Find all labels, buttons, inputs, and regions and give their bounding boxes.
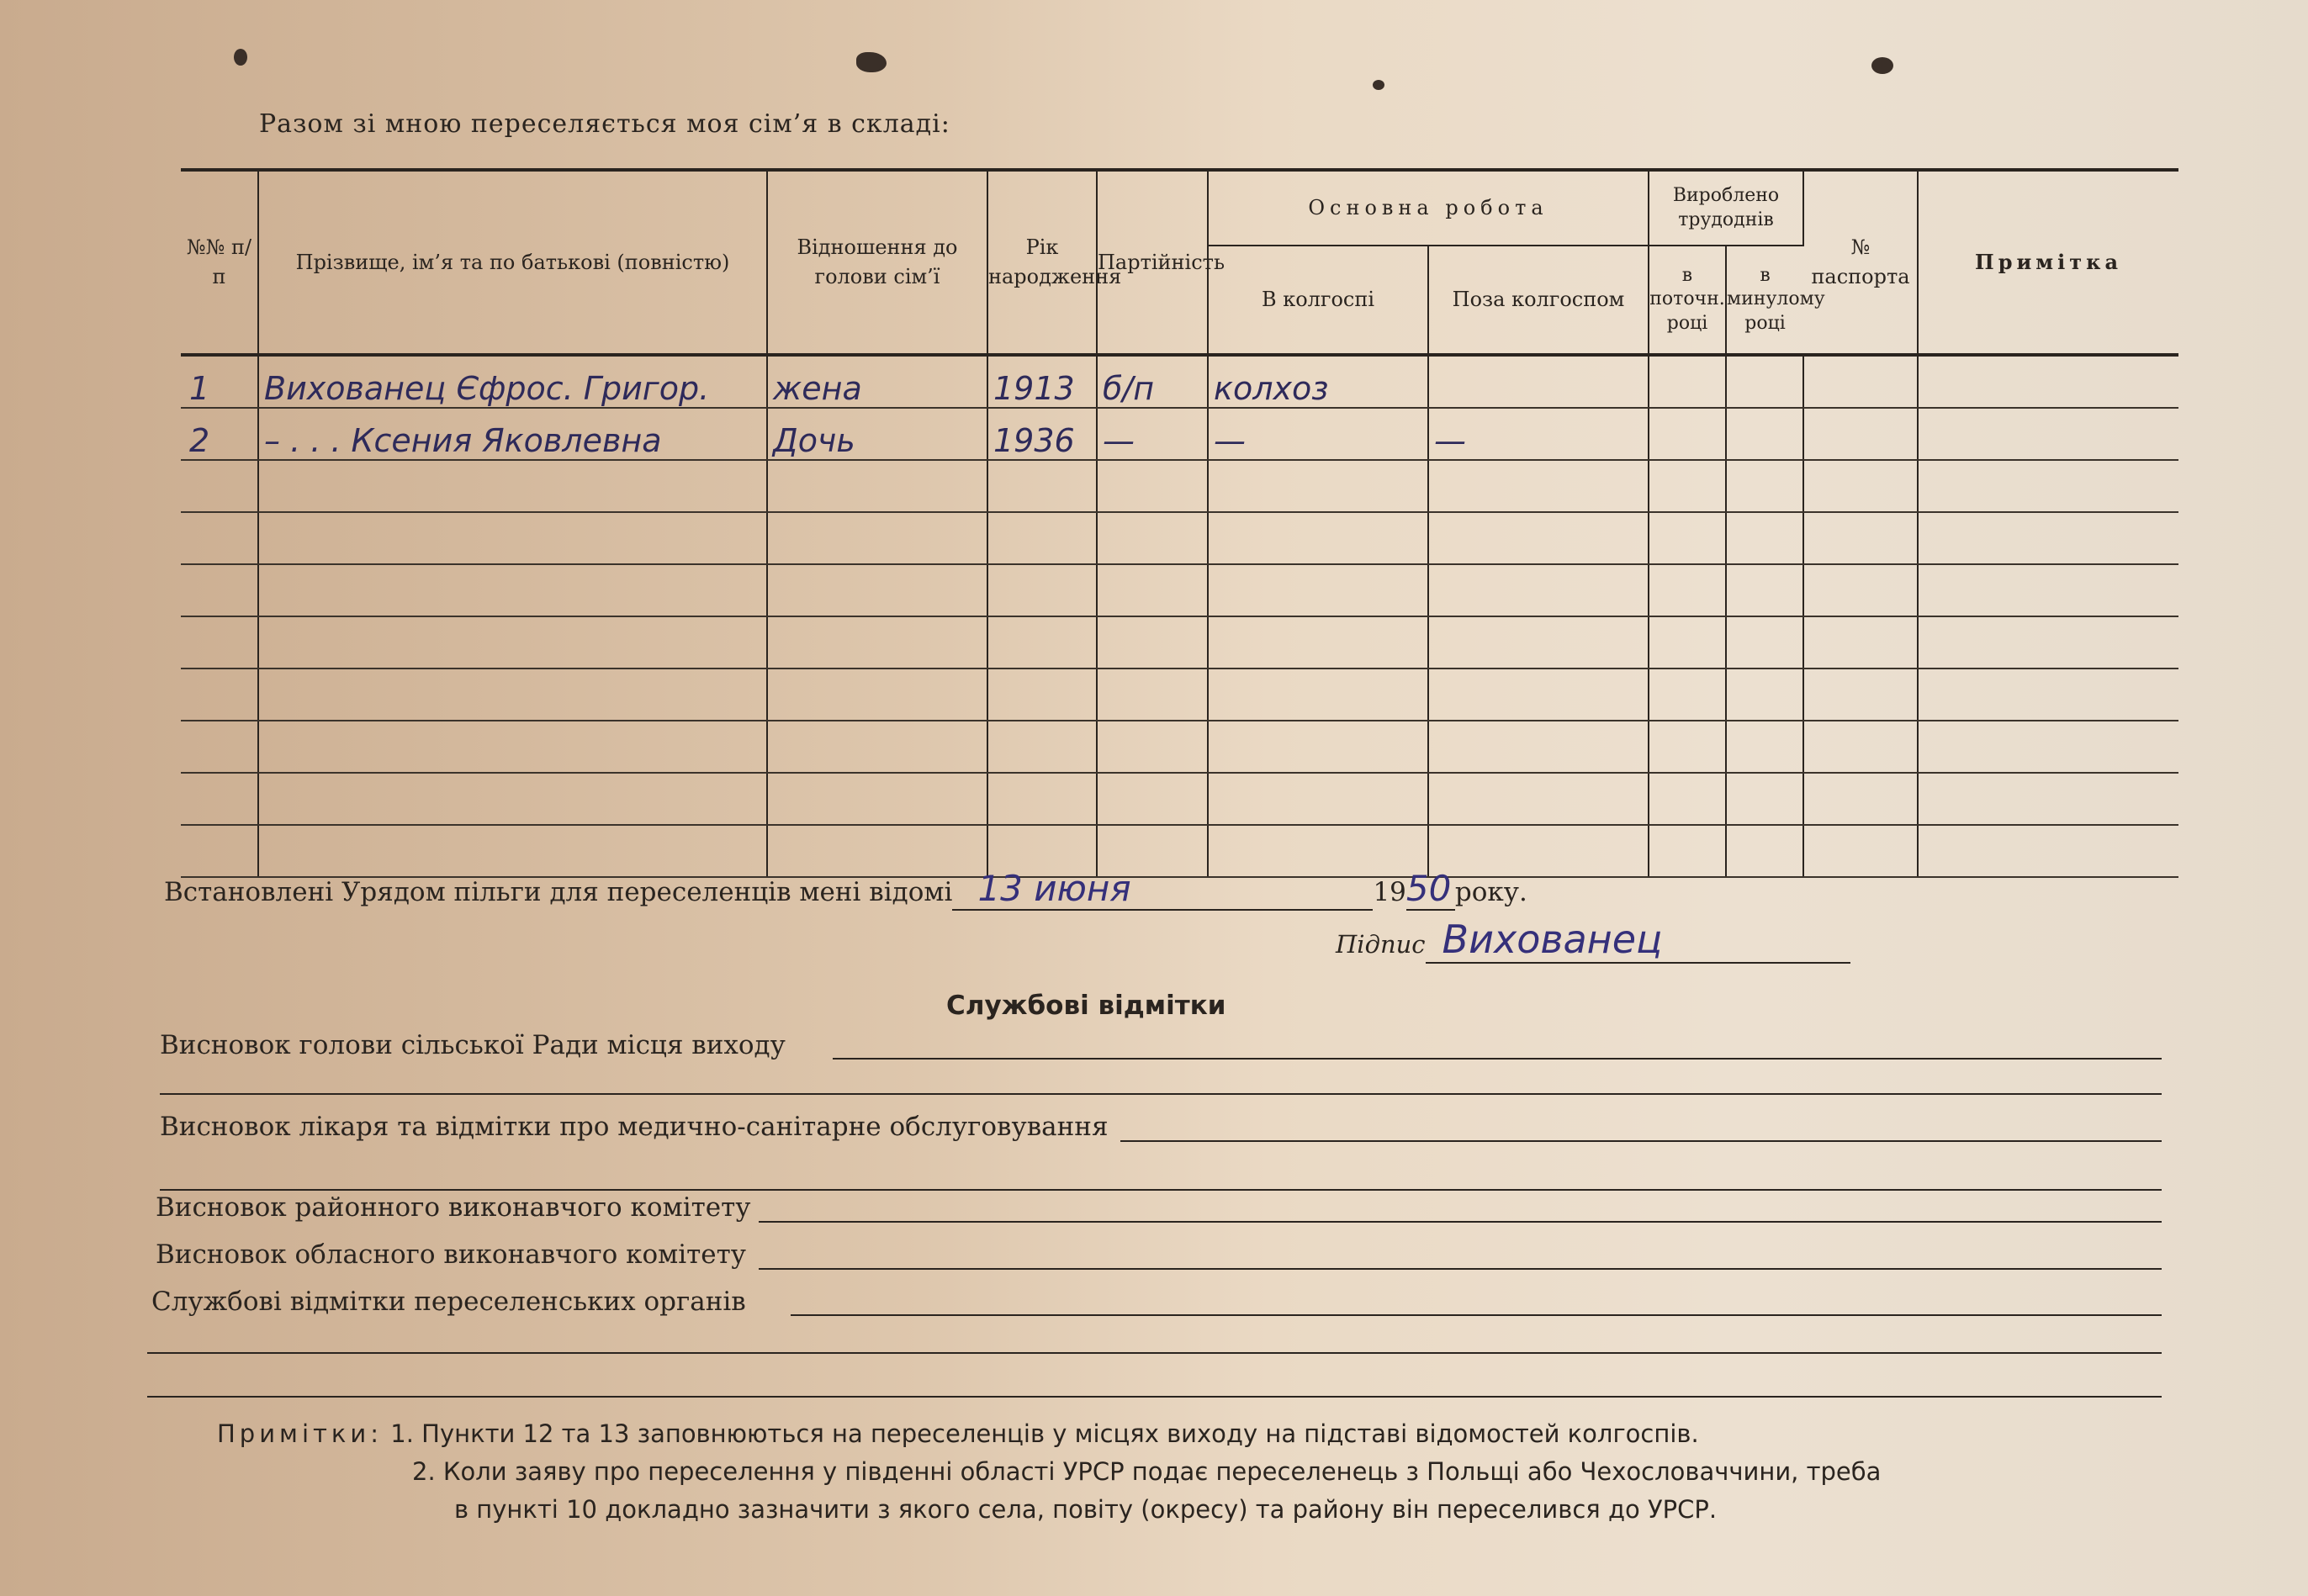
official-line-2 bbox=[160, 1112, 1109, 1142]
cell-last[interactable] bbox=[1726, 564, 1803, 616]
benefits-date: 13 июня bbox=[977, 868, 1131, 909]
notes-label: Примітки: bbox=[217, 1419, 384, 1448]
cell-last[interactable] bbox=[1726, 669, 1803, 721]
cell-cur[interactable] bbox=[1649, 512, 1726, 564]
table-row bbox=[181, 669, 2178, 721]
table-row bbox=[181, 512, 2178, 564]
cell-year[interactable]: 1913 bbox=[987, 355, 1097, 408]
fill-rule bbox=[1120, 1140, 2162, 1142]
cell-work-in[interactable] bbox=[1208, 773, 1428, 825]
cell-party[interactable] bbox=[1097, 564, 1208, 616]
table-row bbox=[181, 773, 2178, 825]
signature-label: Підпис bbox=[1336, 930, 1426, 959]
cell-year[interactable] bbox=[987, 669, 1097, 721]
cell-relation[interactable] bbox=[767, 564, 987, 616]
cell-name[interactable] bbox=[258, 669, 767, 721]
cell-work-in[interactable] bbox=[1208, 460, 1428, 512]
cell-relation[interactable] bbox=[767, 460, 987, 512]
cell-note[interactable] bbox=[1918, 408, 2178, 460]
cell-passport[interactable] bbox=[1803, 408, 1918, 460]
col-year-header: Рік народження bbox=[987, 170, 1097, 355]
cell-note[interactable] bbox=[1918, 669, 2178, 721]
col-outside-kolhosp-header: Поза колгоспом bbox=[1428, 246, 1649, 355]
official-line-3 bbox=[156, 1192, 751, 1223]
hole-mark bbox=[1373, 80, 1384, 90]
cell-year[interactable] bbox=[987, 773, 1097, 825]
cell-note[interactable] bbox=[1918, 512, 2178, 564]
table-row bbox=[181, 616, 2178, 669]
official-line-5 bbox=[151, 1287, 746, 1317]
note-2-cont bbox=[217, 1491, 1881, 1529]
cell-passport[interactable] bbox=[1803, 512, 1918, 564]
fill-rule bbox=[791, 1314, 2162, 1316]
cell-work-in[interactable] bbox=[1208, 616, 1428, 669]
cell-note[interactable] bbox=[1918, 773, 2178, 825]
cell-name[interactable] bbox=[258, 721, 767, 773]
cell-name[interactable] bbox=[258, 773, 767, 825]
cell-num[interactable] bbox=[181, 460, 258, 512]
cell-passport[interactable] bbox=[1803, 721, 1918, 773]
cell-last[interactable] bbox=[1726, 616, 1803, 669]
note-text: в пункті 10 докладно зазначити з якого села, повіту (окресу) та району він переселився до УРСР. bbox=[454, 1494, 1718, 1524]
year-suffix: року. bbox=[1454, 877, 1527, 907]
col-passport-header: № паспорта bbox=[1803, 170, 1918, 355]
cell-work-out[interactable] bbox=[1428, 616, 1649, 669]
fill-rule bbox=[833, 1058, 2162, 1060]
cell-work-out[interactable] bbox=[1428, 669, 1649, 721]
benefits-date-field[interactable] bbox=[952, 868, 1373, 911]
cell-work-in[interactable]: колхоз bbox=[1208, 355, 1428, 408]
cell-work-in[interactable] bbox=[1208, 721, 1428, 773]
cell-note[interactable] bbox=[1918, 460, 2178, 512]
cell-work-out[interactable] bbox=[1428, 721, 1649, 773]
cell-last[interactable] bbox=[1726, 355, 1803, 408]
col-name-header: Прізвище, ім’я та по батькові (повністю) bbox=[258, 170, 767, 355]
cell-note[interactable] bbox=[1918, 564, 2178, 616]
col-num-header: №№ п/п bbox=[181, 170, 258, 355]
cell-num[interactable]: 1 bbox=[181, 355, 258, 408]
main-work-header: Основна робота bbox=[1208, 170, 1649, 246]
cell-num[interactable] bbox=[181, 616, 258, 669]
cell-work-in[interactable] bbox=[1208, 669, 1428, 721]
cell-relation[interactable] bbox=[767, 616, 987, 669]
cell-party[interactable] bbox=[1097, 721, 1208, 773]
year-field[interactable] bbox=[1406, 868, 1455, 911]
fill-rule bbox=[160, 1189, 2162, 1191]
cell-work-in[interactable] bbox=[1208, 564, 1428, 616]
year-value: 50 bbox=[1405, 868, 1452, 909]
cell-work-out[interactable]: — bbox=[1428, 408, 1649, 460]
family-intro: Разом зі мною переселяється моя сім’я в складі: bbox=[259, 109, 950, 139]
cell-name[interactable] bbox=[258, 460, 767, 512]
fill-rule bbox=[759, 1268, 2162, 1270]
benefits-line bbox=[164, 868, 1527, 911]
fill-rule bbox=[160, 1093, 2162, 1095]
cell-party[interactable] bbox=[1097, 669, 1208, 721]
table-row bbox=[181, 460, 2178, 512]
cell-num[interactable] bbox=[181, 512, 258, 564]
cell-name[interactable] bbox=[258, 616, 767, 669]
cell-party[interactable]: б/п bbox=[1097, 355, 1208, 408]
official-line-label: Висновок голови сільської Ради місця виходу bbox=[160, 1030, 786, 1060]
note-1 bbox=[217, 1415, 1881, 1453]
cell-party[interactable] bbox=[1097, 460, 1208, 512]
cell-relation[interactable] bbox=[767, 669, 987, 721]
col-last-year-header: в минулому році bbox=[1726, 246, 1803, 355]
cell-passport[interactable] bbox=[1803, 773, 1918, 825]
cell-year[interactable] bbox=[987, 460, 1097, 512]
cell-note[interactable] bbox=[1918, 355, 2178, 408]
benefits-text: Встановлені Урядом пільги для переселенців мені відомі bbox=[164, 877, 953, 907]
cell-year[interactable] bbox=[987, 564, 1097, 616]
cell-work-out[interactable] bbox=[1428, 564, 1649, 616]
cell-relation[interactable]: жена bbox=[767, 355, 987, 408]
note-text: 1. Пункти 12 та 13 заповнюються на переселенців у місцях виходу на підставі відомостей колгоспів. bbox=[390, 1419, 1699, 1448]
cell-passport[interactable] bbox=[1803, 355, 1918, 408]
cell-cur[interactable] bbox=[1649, 773, 1726, 825]
cell-cur[interactable] bbox=[1649, 669, 1726, 721]
cell-passport[interactable] bbox=[1803, 616, 1918, 669]
cell-num[interactable] bbox=[181, 721, 258, 773]
cell-cur[interactable] bbox=[1649, 408, 1726, 460]
cell-last[interactable] bbox=[1726, 512, 1803, 564]
official-line-1 bbox=[160, 1030, 786, 1060]
signature-line bbox=[1336, 917, 1850, 964]
cell-work-out[interactable] bbox=[1428, 512, 1649, 564]
cell-last[interactable] bbox=[1726, 721, 1803, 773]
note-text: 2. Коли заяву про переселення у південні області УРСР подає переселенець з Польщі або Чехословаччини, треба bbox=[412, 1456, 1882, 1486]
cell-cur[interactable] bbox=[1649, 564, 1726, 616]
cell-cur[interactable] bbox=[1649, 355, 1726, 408]
cell-cur[interactable] bbox=[1649, 460, 1726, 512]
cell-passport[interactable] bbox=[1803, 460, 1918, 512]
official-line-label: Службові відмітки переселенських органів bbox=[151, 1287, 746, 1317]
cell-work-out[interactable] bbox=[1428, 773, 1649, 825]
cell-name[interactable]: Вихованец Єфрос. Григор. bbox=[258, 355, 767, 408]
cell-cur[interactable] bbox=[1649, 825, 1726, 877]
cell-relation[interactable]: Дочь bbox=[767, 408, 987, 460]
official-title: Службові відмітки bbox=[946, 991, 1226, 1021]
cell-passport[interactable] bbox=[1803, 825, 1918, 877]
cell-note[interactable] bbox=[1918, 616, 2178, 669]
notes-block bbox=[217, 1415, 1881, 1529]
family-table bbox=[181, 168, 2178, 878]
cell-cur[interactable] bbox=[1649, 616, 1726, 669]
cell-year[interactable] bbox=[987, 512, 1097, 564]
table-row bbox=[181, 408, 2178, 460]
cell-party[interactable] bbox=[1097, 512, 1208, 564]
cell-year[interactable] bbox=[987, 616, 1097, 669]
cell-passport[interactable] bbox=[1803, 564, 1918, 616]
cell-note[interactable] bbox=[1918, 721, 2178, 773]
hole-mark bbox=[1871, 57, 1893, 74]
cell-year[interactable] bbox=[987, 721, 1097, 773]
cell-last[interactable] bbox=[1726, 825, 1803, 877]
signature-field[interactable] bbox=[1426, 917, 1850, 964]
hole-mark bbox=[856, 52, 887, 72]
cell-last[interactable] bbox=[1726, 460, 1803, 512]
cell-work-in[interactable]: — bbox=[1208, 408, 1428, 460]
official-line-label: Висновок лікаря та відмітки про медично-санітарне обслуговування bbox=[160, 1112, 1109, 1142]
fill-rule bbox=[147, 1352, 2162, 1354]
cell-work-in[interactable] bbox=[1208, 512, 1428, 564]
cell-cur[interactable] bbox=[1649, 721, 1726, 773]
note-2 bbox=[217, 1453, 1881, 1491]
col-in-kolhosp-header: В колгоспі bbox=[1208, 246, 1428, 355]
official-line-4 bbox=[156, 1239, 746, 1270]
cell-relation[interactable] bbox=[767, 512, 987, 564]
col-party-header: Партійність bbox=[1097, 170, 1208, 355]
cell-num[interactable] bbox=[181, 669, 258, 721]
table-row bbox=[181, 564, 2178, 616]
cell-year[interactable]: 1936 bbox=[987, 408, 1097, 460]
col-relation-header: Відношення до голови сім’ї bbox=[767, 170, 987, 355]
cell-party[interactable]: — bbox=[1097, 408, 1208, 460]
table-row bbox=[181, 721, 2178, 773]
cell-relation[interactable] bbox=[767, 773, 987, 825]
signature: Вихованец bbox=[1442, 917, 1663, 962]
cell-work-out[interactable] bbox=[1428, 355, 1649, 408]
cell-party[interactable] bbox=[1097, 616, 1208, 669]
cell-last[interactable] bbox=[1726, 773, 1803, 825]
cell-num[interactable] bbox=[181, 773, 258, 825]
family-rows bbox=[181, 355, 2178, 877]
hole-mark bbox=[234, 49, 247, 66]
cell-name[interactable] bbox=[258, 512, 767, 564]
cell-name[interactable] bbox=[258, 564, 767, 616]
cell-num[interactable]: 2 bbox=[181, 408, 258, 460]
fill-rule bbox=[147, 1396, 2162, 1398]
fill-rule bbox=[759, 1221, 2162, 1223]
cell-passport[interactable] bbox=[1803, 669, 1918, 721]
cell-work-out[interactable] bbox=[1428, 460, 1649, 512]
cell-relation[interactable] bbox=[767, 721, 987, 773]
official-line-label: Висновок районного виконавчого комітету bbox=[156, 1192, 751, 1223]
col-current-year-header: в поточн. році bbox=[1649, 246, 1726, 355]
cell-name[interactable]: – . . . Ксения Яковлевна bbox=[258, 408, 767, 460]
cell-note[interactable] bbox=[1918, 825, 2178, 877]
col-note-header: Примітка bbox=[1918, 170, 2178, 355]
table-row bbox=[181, 355, 2178, 408]
cell-num[interactable] bbox=[181, 564, 258, 616]
cell-last[interactable] bbox=[1726, 408, 1803, 460]
cell-party[interactable] bbox=[1097, 773, 1208, 825]
year-prefix: 19 bbox=[1373, 877, 1406, 907]
workdays-header: Вироблено трудоднів bbox=[1649, 170, 1803, 246]
official-line-label: Висновок обласного виконавчого комітету bbox=[156, 1239, 747, 1270]
